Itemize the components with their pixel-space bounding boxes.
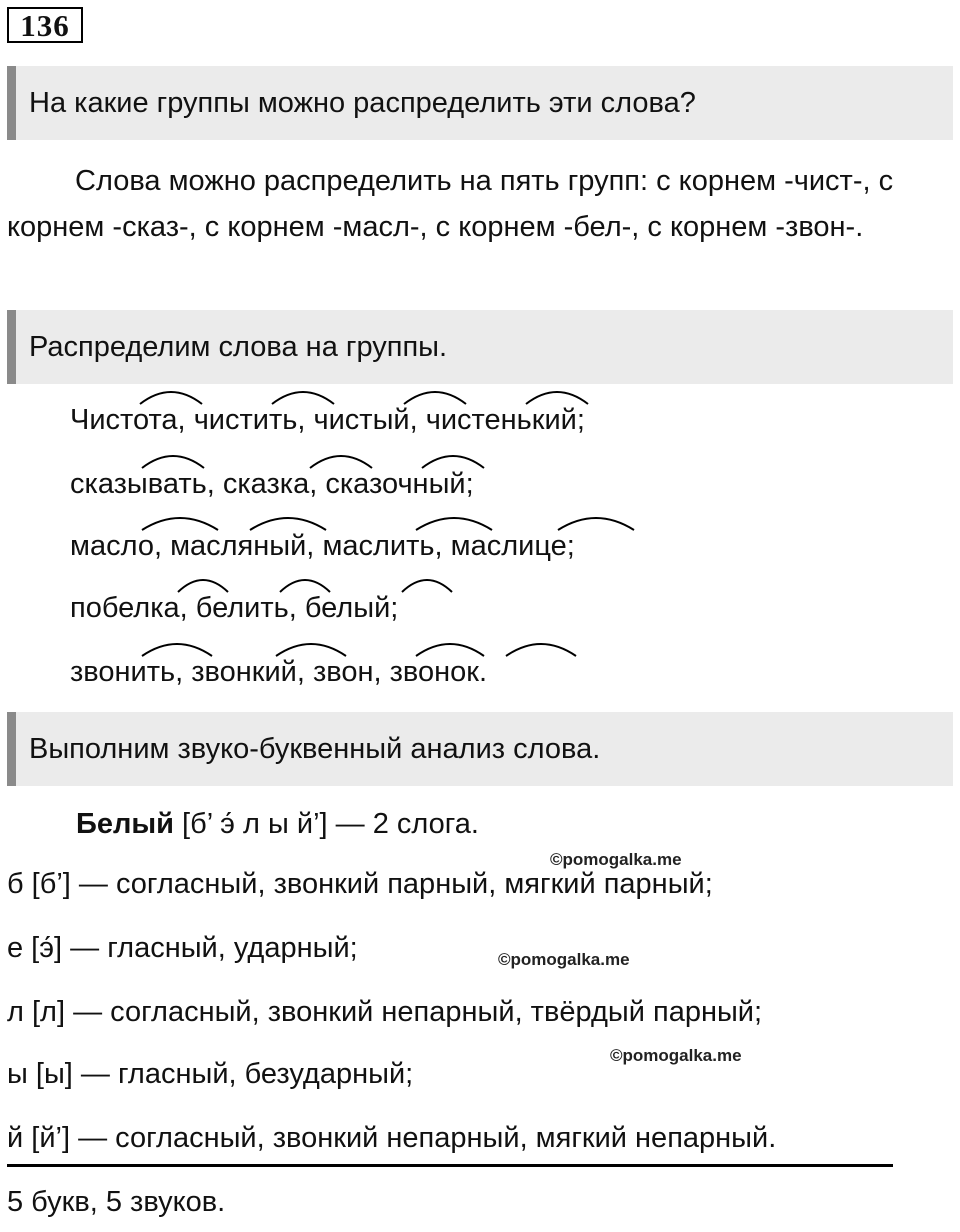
root-arcs (70, 386, 670, 410)
watermark: ©pomogalka.me (610, 1046, 742, 1065)
watermark: ©pomogalka.me (498, 950, 630, 969)
analysis-line: ы [ы] — гласный, безударный; (7, 1058, 414, 1090)
word: маслице; (450, 530, 575, 562)
answer-paragraph (7, 158, 947, 250)
question-band-analysis: Выполним звуко-буквенный анализ слова. (7, 712, 953, 786)
word: белый; (304, 592, 399, 624)
word: масло, (70, 530, 171, 562)
word: сказывать, (70, 468, 223, 500)
word: чистенький; (425, 404, 585, 436)
word: звонить, (70, 656, 192, 688)
word: звонок. (389, 656, 488, 688)
word: маслить, (322, 530, 451, 562)
word: масляный, (170, 530, 323, 562)
analysis-line: л [л] — согласный, звонкий непарный, твёрдый парный; (7, 996, 763, 1028)
root-arcs (70, 574, 670, 598)
word: белить, (195, 592, 305, 624)
root-arcs (70, 450, 670, 474)
word-group-bel (70, 592, 398, 632)
word-group-masl (70, 530, 575, 570)
question-band-groups: На какие группы можно распределить эти слова? (7, 66, 953, 140)
word-group-chist (70, 404, 585, 444)
word-group-skaz (70, 468, 474, 508)
watermark: ©pomogalka.me (550, 850, 682, 869)
word: звонкий, (191, 656, 313, 688)
word: чистить, (193, 404, 314, 436)
word: побелка, (70, 592, 196, 624)
word-group-zvon (70, 656, 487, 696)
analysis-line: е [э́] — гласный, ударный; (7, 932, 358, 964)
analysis-heading (76, 808, 479, 841)
word: Чистота, (70, 404, 194, 436)
answer-text: Слова можно распределить на пять групп: с корнем -чист-, с корнем -сказ-, с корнем -масл-, с корнем -бел-, с корнем -звон-. (7, 165, 894, 243)
word: чистый, (313, 404, 426, 436)
question-band-distribute: Распределим слова на группы. (7, 310, 953, 384)
root-arcs (70, 638, 670, 662)
root-arcs (70, 512, 670, 536)
analysis-line: й [й’] — согласный, звонкий непарный, мягкий непарный. (7, 1122, 777, 1154)
analysis-word: Белый (76, 808, 174, 840)
exercise-number: 136 (7, 7, 83, 43)
analysis-summary: 5 букв, 5 звуков. (7, 1186, 226, 1218)
summary-divider (7, 1164, 893, 1167)
word: сказочный; (325, 468, 474, 500)
word: звон, (312, 656, 390, 688)
word: сказка, (222, 468, 326, 500)
analysis-transcription: [б’ э́ л ы й’] — 2 слога. (174, 808, 479, 840)
analysis-line: б [б’] — согласный, звонкий парный, мягкий парный; (7, 868, 713, 900)
